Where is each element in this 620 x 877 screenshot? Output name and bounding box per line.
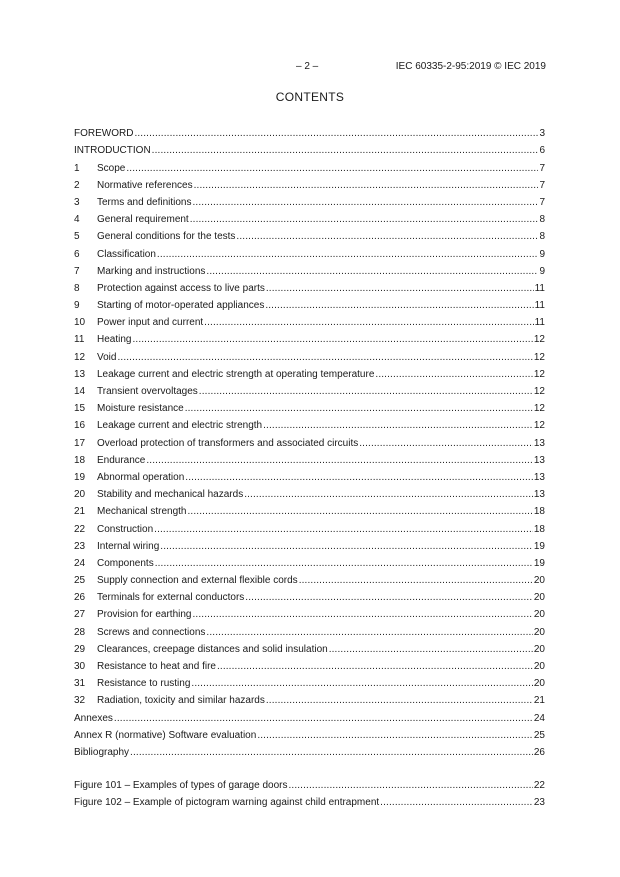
- toc-entry-page: 12: [533, 368, 545, 380]
- dot-leader: [206, 265, 538, 278]
- toc-entry-label: FOREWORD: [74, 128, 134, 140]
- toc-entry-label: Components: [97, 557, 154, 569]
- toc-entry-number: 27: [74, 609, 86, 621]
- dot-leader: [380, 796, 533, 809]
- toc-entry[interactable]: [74, 209, 545, 226]
- toc-entry-label: Marking and instructions: [97, 265, 206, 277]
- toc-entry-label: General conditions for the tests: [97, 231, 236, 243]
- toc-entry-page: 7: [539, 196, 545, 208]
- toc-entry-label: Bibliography: [74, 746, 130, 758]
- table-of-contents: [74, 123, 545, 759]
- toc-entry-label: Normative references: [97, 179, 193, 191]
- toc-entry[interactable]: [74, 792, 545, 809]
- toc-entry-number: 13: [74, 368, 86, 380]
- toc-entry-number: 23: [74, 540, 86, 552]
- toc-entry-label: Stability and mechanical hazards: [97, 489, 244, 501]
- toc-entry-number: 18: [74, 454, 86, 466]
- toc-entry-number: 2: [74, 179, 80, 191]
- toc-entry-number: 24: [74, 557, 86, 569]
- toc-entry-number: 7: [74, 265, 80, 277]
- toc-entry-page: 12: [533, 351, 545, 363]
- toc-entry-page: 20: [533, 575, 545, 587]
- toc-entry-page: 20: [533, 661, 545, 672]
- dot-leader: [217, 660, 533, 673]
- toc-entry-page: 9: [539, 265, 545, 277]
- toc-entry-label: Power input and current: [97, 317, 204, 329]
- toc-entry-page: 20: [533, 643, 545, 655]
- toc-entry[interactable]: [74, 226, 545, 243]
- toc-entry-label: Resistance to rusting: [97, 678, 191, 690]
- toc-entry[interactable]: [74, 656, 545, 673]
- toc-entry[interactable]: [74, 501, 545, 518]
- toc-entry-label: Resistance to heat and fire: [97, 661, 216, 672]
- toc-entry-label: Terms and definitions: [97, 196, 192, 208]
- contents-title: CONTENTS: [275, 90, 345, 104]
- toc-entry-page: 9: [539, 248, 545, 260]
- dot-leader: [206, 626, 532, 639]
- toc-entry[interactable]: [74, 775, 545, 792]
- toc-entry-number: 16: [74, 420, 86, 432]
- toc-entry-label: Overload protection of transformers and associated circuits: [97, 437, 359, 449]
- toc-entry[interactable]: [74, 570, 545, 587]
- toc-entry-number: 19: [74, 471, 86, 483]
- toc-entry-page: 11: [534, 300, 545, 312]
- toc-entry-number: 30: [74, 661, 86, 672]
- dot-leader: [244, 488, 533, 501]
- list-of-figures: [74, 775, 545, 809]
- toc-entry[interactable]: [74, 553, 545, 570]
- toc-entry-page: 8: [539, 214, 545, 226]
- dot-leader: [263, 419, 533, 432]
- toc-entry-number: 6: [74, 248, 80, 260]
- toc-entry[interactable]: [74, 621, 545, 638]
- toc-entry[interactable]: [74, 536, 545, 553]
- toc-entry-label: Starting of motor-operated appliances: [97, 300, 265, 312]
- toc-entry-page: 11: [534, 317, 545, 329]
- toc-entry-number: 32: [74, 695, 86, 707]
- dot-leader: [155, 557, 533, 570]
- toc-entry-page: 20: [533, 592, 545, 604]
- toc-entry-label: Leakage current and electric strength: [97, 420, 263, 432]
- toc-entry-number: 3: [74, 196, 80, 208]
- toc-entry-label: Figure 101 – Examples of types of garage doors: [74, 780, 288, 792]
- toc-entry-number: 22: [74, 523, 86, 535]
- dot-leader: [359, 437, 533, 450]
- toc-entry-number: 8: [74, 282, 80, 294]
- toc-entry-label: General requirement: [97, 214, 189, 226]
- toc-entry-label: Mechanical strength: [97, 506, 187, 518]
- toc-entry[interactable]: [74, 450, 545, 467]
- toc-entry[interactable]: [74, 742, 545, 759]
- toc-entry[interactable]: [74, 312, 545, 329]
- toc-entry-page: 6: [539, 145, 545, 157]
- toc-entry-page: 23: [533, 797, 545, 809]
- toc-entry-page: 12: [533, 420, 545, 432]
- dot-leader: [154, 523, 533, 536]
- toc-entry[interactable]: [74, 123, 545, 140]
- toc-entry[interactable]: [74, 381, 545, 398]
- toc-entry-page: 22: [533, 780, 545, 792]
- toc-entry[interactable]: [74, 707, 545, 724]
- toc-entry-number: 26: [74, 592, 86, 604]
- toc-entry[interactable]: [74, 432, 545, 449]
- toc-entry[interactable]: [74, 243, 545, 260]
- toc-entry-number: 1: [74, 162, 80, 174]
- dot-leader: [126, 162, 538, 175]
- document-reference: IEC 60335-2-95:2019 © IEC 2019: [395, 61, 546, 72]
- toc-entry[interactable]: [74, 278, 545, 295]
- toc-entry-page: 13: [533, 489, 545, 501]
- dot-leader: [288, 779, 532, 792]
- dot-leader: [266, 282, 534, 295]
- dot-leader: [191, 677, 532, 690]
- toc-entry-page: 8: [539, 231, 545, 243]
- toc-entry-label: Scope: [97, 162, 126, 174]
- page-number: – 2 –: [296, 61, 319, 72]
- toc-entry[interactable]: [74, 295, 545, 312]
- toc-entry-label: Clearances, creepage distances and solid insulation: [97, 643, 328, 655]
- toc-entry-number: 31: [74, 678, 86, 690]
- dot-leader: [132, 333, 532, 346]
- dot-leader: [199, 385, 533, 398]
- toc-entry-label: Construction: [97, 523, 154, 535]
- toc-entry[interactable]: [74, 346, 545, 363]
- dot-leader: [329, 643, 533, 656]
- toc-entry-page: 7: [539, 179, 545, 191]
- toc-entry-number: 21: [74, 506, 86, 518]
- toc-entry[interactable]: [74, 467, 545, 484]
- toc-entry-page: 18: [533, 523, 545, 535]
- toc-entry-number: 4: [74, 214, 80, 226]
- toc-entry-page: 11: [534, 282, 545, 294]
- dot-leader: [194, 179, 539, 192]
- dot-leader: [185, 402, 533, 415]
- toc-entry-label: Protection against access to live parts: [97, 282, 265, 294]
- dot-leader: [375, 368, 532, 381]
- toc-entry[interactable]: [74, 329, 545, 346]
- toc-entry-number: 25: [74, 575, 86, 587]
- toc-entry[interactable]: [74, 192, 545, 209]
- toc-entry[interactable]: [74, 157, 545, 174]
- toc-entry-label: Screws and connections: [97, 626, 206, 638]
- toc-entry-page: 20: [533, 609, 545, 621]
- toc-entry-label: INTRODUCTION: [74, 145, 151, 157]
- toc-entry-page: 19: [533, 540, 545, 552]
- toc-entry-number: 10: [74, 317, 86, 329]
- toc-entry-label: Terminals for external conductors: [97, 592, 245, 604]
- toc-entry-page: 13: [533, 454, 545, 466]
- toc-entry-number: 15: [74, 403, 86, 415]
- toc-entry-label: Leakage current and electric strength at operating temperature: [97, 368, 375, 380]
- dot-leader: [188, 505, 533, 518]
- toc-entry-page: 3: [539, 128, 545, 140]
- toc-entry-label: Annex R (normative) Software evaluation: [74, 729, 257, 741]
- dot-leader: [130, 746, 533, 759]
- toc-entry-number: 12: [74, 351, 86, 363]
- toc-entry-page: 26: [533, 746, 545, 758]
- toc-entry-label: Figure 102 – Example of pictogram warning against child entrapment: [74, 797, 380, 809]
- toc-entry-label: Moisture resistance: [97, 403, 184, 415]
- toc-entry-label: Supply connection and external flexible cords: [97, 575, 298, 587]
- toc-entry-page: 20: [533, 626, 545, 638]
- dot-leader: [160, 540, 533, 553]
- dot-leader: [266, 694, 533, 707]
- toc-entry[interactable]: [74, 484, 545, 501]
- dot-leader: [204, 316, 533, 329]
- dot-leader: [245, 591, 533, 604]
- dot-leader: [157, 248, 539, 261]
- toc-entry-page: 20: [533, 678, 545, 690]
- toc-entry-label: Heating: [97, 334, 132, 346]
- toc-entry[interactable]: [74, 398, 545, 415]
- toc-entry-page: 12: [533, 386, 545, 397]
- toc-entry-page: 13: [533, 471, 545, 483]
- toc-entry-page: 21: [533, 695, 545, 707]
- toc-entry-page: 24: [533, 712, 545, 724]
- toc-entry-page: 25: [533, 729, 545, 741]
- toc-entry-label: Internal wiring: [97, 540, 160, 552]
- toc-entry-number: 5: [74, 231, 80, 243]
- toc-entry[interactable]: [74, 140, 545, 157]
- dot-leader: [257, 729, 533, 742]
- toc-entry-number: 28: [74, 626, 86, 638]
- dot-leader: [299, 574, 533, 587]
- dot-leader: [114, 712, 533, 725]
- toc-entry[interactable]: [74, 415, 545, 432]
- toc-entry-label: Radiation, toxicity and similar hazards: [97, 695, 265, 707]
- dot-leader: [152, 144, 539, 157]
- toc-entry[interactable]: [74, 261, 545, 278]
- toc-entry-label: Endurance: [97, 454, 146, 466]
- dot-leader: [265, 299, 533, 312]
- dot-leader: [193, 608, 533, 621]
- toc-entry[interactable]: [74, 604, 545, 621]
- toc-entry-page: 12: [533, 403, 545, 415]
- toc-entry[interactable]: [74, 175, 545, 192]
- dot-leader: [236, 230, 538, 243]
- toc-entry[interactable]: [74, 587, 545, 604]
- toc-entry-number: 20: [74, 489, 86, 501]
- toc-entry-page: 19: [533, 557, 545, 569]
- dot-leader: [134, 127, 538, 140]
- toc-entry[interactable]: [74, 725, 545, 742]
- dot-leader: [185, 471, 533, 484]
- page-header: [0, 60, 620, 74]
- toc-entry-label: Provision for earthing: [97, 609, 192, 621]
- toc-entry-number: 14: [74, 386, 86, 397]
- toc-entry-number: 11: [74, 334, 85, 346]
- toc-entry-page: 7: [539, 162, 545, 174]
- toc-entry[interactable]: [74, 518, 545, 535]
- toc-entry-page: 18: [533, 506, 545, 518]
- toc-entry[interactable]: [74, 639, 545, 656]
- dot-leader: [117, 351, 532, 364]
- dot-leader: [190, 213, 539, 226]
- toc-entry[interactable]: [74, 364, 545, 381]
- toc-entry-label: Void: [97, 351, 117, 363]
- dot-leader: [193, 196, 539, 209]
- dot-leader: [146, 454, 533, 467]
- toc-entry[interactable]: [74, 690, 545, 707]
- toc-entry-label: Classification: [97, 248, 156, 260]
- toc-entry-number: 17: [74, 437, 86, 449]
- toc-entry-label: Transient overvoltages: [97, 386, 198, 397]
- toc-entry-label: Annexes: [74, 712, 113, 724]
- toc-entry-page: 12: [533, 334, 545, 346]
- toc-entry[interactable]: [74, 673, 545, 690]
- toc-entry-label: Abnormal operation: [97, 471, 185, 483]
- toc-entry-number: 29: [74, 643, 86, 655]
- toc-entry-page: 13: [533, 437, 545, 449]
- toc-entry-number: 9: [74, 300, 80, 312]
